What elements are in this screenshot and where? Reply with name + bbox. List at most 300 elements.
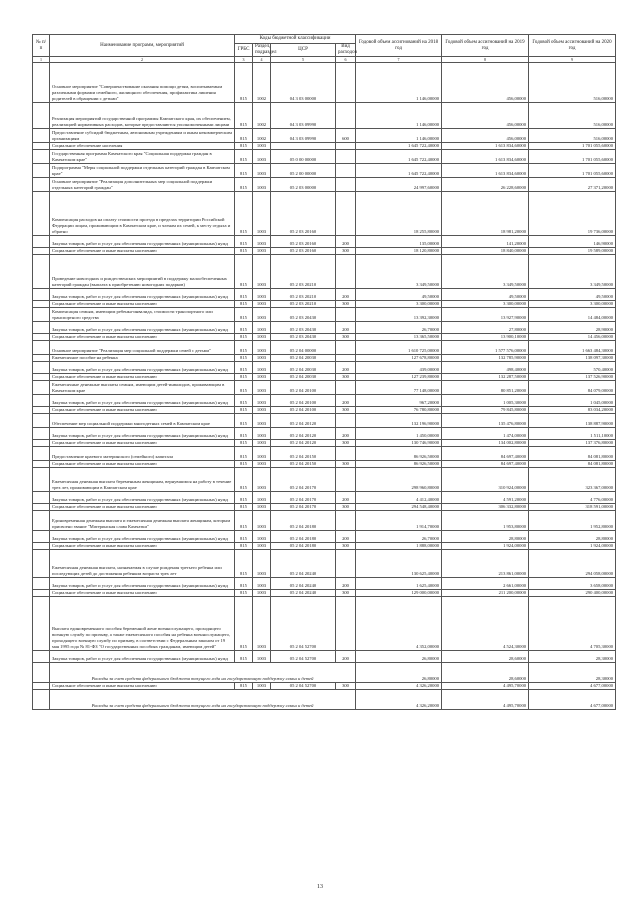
amount-2019-cell: 1 613 834,60000 — [442, 150, 529, 164]
amount-2020-cell: 516,00000 — [529, 129, 616, 143]
amount-2018-cell: 1 146,00000 — [356, 63, 442, 103]
item-name-cell: Проведение новогодних и рождественских мероприятий в поддержку малообеспеченных категорий граждан (выплата к приобретению новогодних подарков) — [50, 255, 235, 289]
item-name-cell: Основное мероприятие "Совершенствование оказания помощи детям, воспитываемым различными формами семейного, жилищного обеспечения, профилактика лишения родителей в обращении с детьми" — [50, 63, 235, 103]
amount-2019-cell: 4 495,70000 — [442, 683, 529, 690]
expense-type-cell: 300 — [336, 301, 356, 308]
amount-2018-cell: 86 926,50000 — [356, 447, 442, 461]
expense-type-cell — [336, 597, 356, 651]
row-number-cell — [33, 192, 50, 236]
amount-2019-cell: 135 476,80000 — [442, 414, 529, 428]
amount-2020-cell: 1 701 055,60000 — [529, 143, 616, 150]
expense-type-cell — [336, 164, 356, 178]
amount-2018-cell: 294 548,40000 — [356, 504, 442, 511]
header-y2019: Годовой объем ассигнований на 2019 год — [442, 35, 529, 57]
item-name-cell: Основное мероприятие "Реализация мер социальной поддержки семей с детьми" — [50, 341, 235, 355]
csr-cell: 05 2 04 20180 — [271, 543, 336, 550]
table-row — [33, 103, 616, 129]
row-number-cell — [33, 590, 50, 597]
grbs-cell: 815 — [235, 289, 253, 301]
amount-2018-cell: 1 146,00000 — [356, 103, 442, 129]
item-name-cell: Выплата единовременного пособия беременной жене военнослужащего, проходящего военную службу по призыву, а также ежемесячного пособия на ребенка военнослужащего, проходящего военную службу по призыву, в соответствии с Федеральным законом от 19 мая 1995 года № 81-ФЗ "О государственных пособиях гражданам, имеющим детей" — [50, 597, 235, 651]
grbs-cell: 815 — [235, 511, 253, 531]
grbs-cell: 815 — [235, 395, 253, 407]
row-number-cell — [33, 129, 50, 143]
table-row — [33, 590, 616, 597]
amount-2019-cell: 132 785,90000 — [442, 355, 529, 362]
table-row — [33, 690, 616, 710]
amount-2018-cell: 26,70000 — [356, 322, 442, 334]
item-name-cell: Компенсация расходов на оплату стоимости проезда в пределах территории Российской Федерации лицам, проживающим в Камчатском крае, и членам их семей, к месту отдыха и обратно — [50, 192, 235, 236]
amount-2020-cell: 3 658,00000 — [529, 578, 616, 590]
amount-2019-cell: 79 845,80000 — [442, 407, 529, 414]
amount-2020-cell: 1 701 055,60000 — [529, 164, 616, 178]
item-name-cell: Закупка товаров, работ и услуг для обеспечения государственных (муниципальных) нужд — [50, 362, 235, 374]
table-row — [33, 362, 616, 374]
amount-2020-cell: 14 484,00000 — [529, 308, 616, 322]
row-number-cell — [33, 492, 50, 504]
section-cell: 1003 — [253, 531, 271, 543]
table-row — [33, 355, 616, 362]
section-cell: 1003 — [253, 355, 271, 362]
csr-cell: 05 2 03 20210 — [271, 289, 336, 301]
grbs-cell: 815 — [235, 301, 253, 308]
amount-2019-cell: 2 661,00000 — [442, 578, 529, 590]
header-name: Наименование программ, мероприятий — [50, 35, 235, 57]
csr-cell: 05 2 04 20240 — [271, 550, 336, 578]
amount-2019-cell: 1 613 834,60000 — [442, 143, 529, 150]
csr-cell: 05 2 04 20030 — [271, 374, 336, 381]
amount-2018-cell: 1 914,70000 — [356, 511, 442, 531]
table-row — [33, 447, 616, 461]
amount-2019-cell: 4 524,30000 — [442, 597, 529, 651]
amount-2018-cell: 1 610 725,00000 — [356, 341, 442, 355]
table-row — [33, 531, 616, 543]
amount-2019-cell: 456,00000 — [442, 129, 529, 143]
amount-2020-cell: 84 081,80000 — [529, 461, 616, 468]
row-number-cell — [33, 381, 50, 395]
item-name-cell: Закупка товаров, работ и услуг для обеспечения государственных (муниципальных) нужд — [50, 531, 235, 543]
csr-cell: 05 2 04 20170 — [271, 492, 336, 504]
amount-2020-cell: 138 887,90000 — [529, 414, 616, 428]
table-row — [33, 381, 616, 395]
csr-cell: 05 2 04 20240 — [271, 590, 336, 597]
item-name-cell: Закупка товаров, работ и услуг для обеспечения государственных (муниципальных) нужд — [50, 289, 235, 301]
amount-2020-cell: 3 349,50000 — [529, 255, 616, 289]
table-row — [33, 248, 616, 255]
expense-type-cell — [336, 511, 356, 531]
grbs-cell: 815 — [235, 578, 253, 590]
section-cell: 1003 — [253, 461, 271, 468]
amount-2020-cell: 1 952,80000 — [529, 511, 616, 531]
column-index-cell: 6 — [336, 57, 356, 63]
expense-type-cell — [336, 414, 356, 428]
amount-2018-cell: 26,80000 — [356, 651, 442, 663]
table-row — [33, 683, 616, 690]
table-row — [33, 511, 616, 531]
amount-2018-cell: 3 300,00000 — [356, 301, 442, 308]
table-row — [33, 428, 616, 440]
amount-2018-cell: 86 926,50000 — [356, 461, 442, 468]
section-cell: 1002 — [253, 63, 271, 103]
amount-2020-cell: 28,80000 — [529, 531, 616, 543]
expense-type-cell — [336, 447, 356, 461]
csr-cell: 05 2 03 20160 — [271, 236, 336, 248]
row-number-cell — [33, 103, 50, 129]
grbs-cell: 815 — [235, 683, 253, 690]
section-cell: 1003 — [253, 492, 271, 504]
row-number-cell — [33, 362, 50, 374]
amount-2018-cell: 1 645 722,40000 — [356, 143, 442, 150]
expense-type-cell — [336, 308, 356, 322]
row-number-cell — [33, 461, 50, 468]
expense-type-cell — [336, 143, 356, 150]
item-name-cell: Ежемесячная денежная выплата беременным женщинам, вернувшимся на работу в течение трех лет, проживающим в Камчатском крае — [50, 468, 235, 492]
grbs-cell: 815 — [235, 550, 253, 578]
amount-2018-cell: 127 678,80000 — [356, 355, 442, 362]
expense-type-cell — [336, 178, 356, 192]
table-row — [33, 374, 616, 381]
amount-2019-cell: 498,40000 — [442, 362, 529, 374]
amount-2019-cell: 310 924,00000 — [442, 468, 529, 492]
grbs-cell: 815 — [235, 543, 253, 550]
amount-2020-cell: 49,50000 — [529, 289, 616, 301]
grbs-cell: 815 — [235, 428, 253, 440]
row-number-cell — [33, 143, 50, 150]
amount-2018-cell: 1 645 722,40000 — [356, 150, 442, 164]
amount-2019-cell: 1 953,80000 — [442, 511, 529, 531]
grbs-cell: 815 — [235, 143, 253, 150]
table-row — [33, 597, 616, 651]
csr-cell: 05 2 04 20180 — [271, 531, 336, 543]
amount-2020-cell: 4 677,00000 — [529, 690, 616, 710]
section-cell: 1003 — [253, 578, 271, 590]
row-number-cell — [33, 395, 50, 407]
expense-type-cell: 300 — [336, 440, 356, 447]
amount-2020-cell: 27 371,20000 — [529, 178, 616, 192]
column-index-cell: 2 — [50, 57, 235, 63]
row-number-cell — [33, 578, 50, 590]
table-row — [33, 578, 616, 590]
csr-cell: 05 2 03 20210 — [271, 301, 336, 308]
expense-type-cell — [336, 255, 356, 289]
expense-type-cell: 300 — [336, 683, 356, 690]
expense-type-cell — [336, 192, 356, 236]
row-number-cell — [33, 440, 50, 447]
amount-2020-cell: 570,40000 — [529, 362, 616, 374]
expense-type-cell: 300 — [336, 248, 356, 255]
section-cell: 1003 — [253, 150, 271, 164]
header-csr: ЦСР — [271, 44, 336, 57]
expense-type-cell: 200 — [336, 236, 356, 248]
section-cell: 1003 — [253, 504, 271, 511]
column-index-cell: 5 — [271, 57, 336, 63]
amount-2018-cell: 26,80000 — [356, 663, 442, 683]
expense-type-cell: 200 — [336, 492, 356, 504]
item-name-cell: Основное мероприятие "Реализация дополнительных мер социальной поддержки отдельных категорий граждан" — [50, 178, 235, 192]
amount-2020-cell: 138 097,30000 — [529, 355, 616, 362]
expense-type-cell: 200 — [336, 289, 356, 301]
grbs-cell: 815 — [235, 407, 253, 414]
row-number-cell — [33, 301, 50, 308]
amount-2020-cell: 28,90000 — [529, 322, 616, 334]
item-name-cell: Социальное обеспечение и иные выплаты населению — [50, 504, 235, 511]
amount-2018-cell: 26,70000 — [356, 531, 442, 543]
section-cell: 1003 — [253, 407, 271, 414]
item-name-cell: Закупка товаров, работ и услуг для обеспечения государственных (муниципальных) нужд — [50, 492, 235, 504]
amount-2018-cell: 298 960,80000 — [356, 468, 442, 492]
column-index-cell: 3 — [235, 57, 253, 63]
row-number-cell — [33, 690, 50, 710]
grbs-cell: 815 — [235, 103, 253, 129]
amount-2020-cell: 19 736,00000 — [529, 192, 616, 236]
row-number-cell — [33, 550, 50, 578]
grbs-cell: 815 — [235, 374, 253, 381]
amount-2018-cell: 1 625,40000 — [356, 578, 442, 590]
item-name-cell: Государственная программа Камчатского края "Социальная поддержка граждан в Камчатском крае" — [50, 150, 235, 164]
item-name-cell: Социальное обеспечение и иные выплаты населению — [50, 590, 235, 597]
row-number-cell — [33, 651, 50, 663]
row-number-cell — [33, 374, 50, 381]
amount-2019-cell: 18 981,20000 — [442, 192, 529, 236]
amount-2019-cell: 3 349,50000 — [442, 255, 529, 289]
expense-type-cell: 600 — [336, 129, 356, 143]
amount-2019-cell: 4 495,70000 — [442, 690, 529, 710]
item-name-cell: Социальное обеспечение и иные выплаты населению — [50, 407, 235, 414]
section-cell: 1003 — [253, 192, 271, 236]
amount-2018-cell: 1 450,00000 — [356, 428, 442, 440]
grbs-cell: 815 — [235, 461, 253, 468]
grbs-cell: 815 — [235, 447, 253, 461]
item-name-cell: Реализация мероприятий государственной программы Камчатского края, их обеспечением, реализацией нормативных расходов, которые предоставляются уполномоченными лицами — [50, 103, 235, 129]
item-name-cell: Ежемесячное пособие на ребенка — [50, 355, 235, 362]
section-cell: 1003 — [253, 178, 271, 192]
item-name-cell: Социальное обеспечение и иные выплаты населению — [50, 440, 235, 447]
table-row — [33, 543, 616, 550]
amount-2019-cell: 13 900,10000 — [442, 334, 529, 341]
row-number-cell — [33, 63, 50, 103]
grbs-cell: 815 — [235, 63, 253, 103]
item-name-cell: Предоставление краевого материнского (семейного) капитала — [50, 447, 235, 461]
amount-2018-cell: 4 412,40000 — [356, 492, 442, 504]
csr-cell: 05 2 03 20210 — [271, 255, 336, 289]
csr-cell: 05 2 04 20030 — [271, 355, 336, 362]
table-row — [33, 334, 616, 341]
table-row — [33, 255, 616, 289]
amount-2018-cell: 127 239,80000 — [356, 374, 442, 381]
amount-2019-cell: 1 474,00000 — [442, 428, 529, 440]
expense-type-cell: 200 — [336, 395, 356, 407]
table-row — [33, 395, 616, 407]
item-name-cell: Социальное обеспечение и иные выплаты населению — [50, 301, 235, 308]
amount-2020-cell: 294 058,00000 — [529, 550, 616, 578]
row-number-cell — [33, 150, 50, 164]
section-cell: 1003 — [253, 651, 271, 663]
csr-cell: 05 2 03 20160 — [271, 248, 336, 255]
section-cell: 1003 — [253, 440, 271, 447]
csr-cell: 05 2 04 20240 — [271, 578, 336, 590]
amount-2018-cell: 3 349,50000 — [356, 255, 442, 289]
item-name-cell: Социальное обеспечение населения — [50, 143, 235, 150]
table-row — [33, 651, 616, 663]
row-number-cell — [33, 334, 50, 341]
table-row — [33, 407, 616, 414]
header-y2018: Годовой объем ассигнований на 2018 год — [356, 35, 442, 57]
section-cell: 1003 — [253, 543, 271, 550]
row-number-cell — [33, 355, 50, 362]
row-number-cell — [33, 308, 50, 322]
amount-2019-cell: 27,80000 — [442, 322, 529, 334]
section-cell: 1003 — [253, 301, 271, 308]
header-num: № п/п — [33, 35, 50, 57]
amount-2020-cell: 137 376,80000 — [529, 440, 616, 447]
expense-type-cell: 200 — [336, 531, 356, 543]
csr-cell: 05 2 04 00000 — [271, 341, 336, 355]
amount-2018-cell: 13 392,30000 — [356, 308, 442, 322]
csr-cell: 05 2 03 00000 — [271, 178, 336, 192]
section-cell: 1003 — [253, 308, 271, 322]
budget-table — [32, 34, 616, 710]
table-row — [33, 178, 616, 192]
amount-2018-cell: 1 645 722,40000 — [356, 164, 442, 178]
header-grbs: ГРБС — [235, 44, 253, 57]
amount-2020-cell: 19 589,00000 — [529, 248, 616, 255]
table-row — [33, 308, 616, 322]
table-row — [33, 440, 616, 447]
row-number-cell — [33, 511, 50, 531]
amount-2018-cell: 439,00000 — [356, 362, 442, 374]
section-cell: 1003 — [253, 414, 271, 428]
amount-2018-cell: 1 146,00000 — [356, 129, 442, 143]
expense-type-cell — [336, 341, 356, 355]
amount-2018-cell: 18 120,80000 — [356, 248, 442, 255]
header-vr: Вид расходов — [336, 44, 356, 57]
expense-type-cell — [336, 550, 356, 578]
grbs-cell: 815 — [235, 192, 253, 236]
item-name-cell: Предоставление субсидий бюджетным, автономным учреждениям и иным некоммерческим организациям — [50, 129, 235, 143]
expense-type-cell — [336, 150, 356, 164]
table-row — [33, 164, 616, 178]
row-number-cell — [33, 407, 50, 414]
page-number: 13 — [317, 884, 323, 890]
amount-2018-cell: 129 000,00000 — [356, 590, 442, 597]
amount-2020-cell: 290 400,00000 — [529, 590, 616, 597]
csr-cell: 05 2 04 20100 — [271, 395, 336, 407]
row-number-cell — [33, 289, 50, 301]
grbs-cell: 815 — [235, 322, 253, 334]
expense-type-cell: 200 — [336, 578, 356, 590]
amount-2018-cell: 4 352,00000 — [356, 597, 442, 651]
grbs-cell: 815 — [235, 308, 253, 322]
grbs-cell: 815 — [235, 164, 253, 178]
amount-2019-cell: 1 577 576,00000 — [442, 341, 529, 355]
csr-cell — [271, 143, 336, 150]
amount-2020-cell: 83 034,20000 — [529, 407, 616, 414]
expense-type-cell: 200 — [336, 651, 356, 663]
item-name-cell: Единовременная денежная выплата и ежемесячная денежная выплата женщинам, которым присвоено звание "Материнская слава Камчатки" — [50, 511, 235, 531]
item-name-cell: Закупка товаров, работ и услуг для обеспечения государственных (муниципальных) нужд — [50, 651, 235, 663]
amount-2018-cell: 49,50000 — [356, 289, 442, 301]
amount-2019-cell: 26 228,60000 — [442, 178, 529, 192]
row-number-cell — [33, 255, 50, 289]
section-cell: 1003 — [253, 341, 271, 355]
expense-type-cell: 300 — [336, 334, 356, 341]
table-row — [33, 129, 616, 143]
amount-2020-cell: 146,90000 — [529, 236, 616, 248]
expense-type-cell — [336, 355, 356, 362]
item-name-cell: Социальное обеспечение и иные выплаты населению — [50, 248, 235, 255]
grbs-cell: 815 — [235, 255, 253, 289]
csr-cell: 05 2 04 20120 — [271, 414, 336, 428]
amount-2019-cell: 49,50000 — [442, 289, 529, 301]
table-row — [33, 192, 616, 236]
grbs-cell: 815 — [235, 129, 253, 143]
amount-2019-cell: 134 002,80000 — [442, 440, 529, 447]
expense-type-cell: 300 — [336, 504, 356, 511]
table-row — [33, 550, 616, 578]
expense-type-cell: 200 — [336, 362, 356, 374]
csr-cell: 05 2 04 20150 — [271, 461, 336, 468]
item-name-cell: Социальное обеспечение и иные выплаты населению — [50, 543, 235, 550]
expense-type-cell — [336, 63, 356, 103]
section-cell: 1003 — [253, 428, 271, 440]
csr-cell: 05 2 04 52700 — [271, 597, 336, 651]
expense-type-cell: 300 — [336, 374, 356, 381]
amount-2019-cell: 211 200,00000 — [442, 590, 529, 597]
csr-cell: 05 2 04 52700 — [271, 651, 336, 663]
amount-2018-cell: 132 196,90000 — [356, 414, 442, 428]
grbs-cell: 815 — [235, 414, 253, 428]
csr-cell: 05 2 00 00000 — [271, 164, 336, 178]
item-name-cell: Ежемесячные денежные выплаты семьям, имеющим детей-инвалидов, проживающим в Камчатском крае — [50, 381, 235, 395]
csr-cell: 05 2 04 20150 — [271, 447, 336, 461]
amount-2018-cell: 130 625,40000 — [356, 550, 442, 578]
section-cell: 1002 — [253, 103, 271, 129]
column-index-cell: 7 — [356, 57, 442, 63]
table-row — [33, 492, 616, 504]
grbs-cell: 815 — [235, 355, 253, 362]
amount-2018-cell: 4 326,20000 — [356, 683, 442, 690]
row-number-cell — [33, 341, 50, 355]
amount-2019-cell: 456,00000 — [442, 63, 529, 103]
csr-cell: 05 2 04 20170 — [271, 504, 336, 511]
expense-type-cell: 300 — [336, 407, 356, 414]
csr-cell: 05 2 04 20030 — [271, 362, 336, 374]
table-row — [33, 504, 616, 511]
table-row — [33, 414, 616, 428]
amount-2019-cell: 84 697,40000 — [442, 461, 529, 468]
expense-type-cell: 300 — [336, 543, 356, 550]
amount-2019-cell: 456,00000 — [442, 103, 529, 129]
item-name-cell: Закупка товаров, работ и услуг для обеспечения государственных (муниципальных) нужд — [50, 428, 235, 440]
amount-2020-cell: 1 701 055,60000 — [529, 150, 616, 164]
item-name-cell: Закупка товаров, работ и услуг для обеспечения государственных (муниципальных) нужд — [50, 236, 235, 248]
amount-2018-cell: 967,20000 — [356, 395, 442, 407]
row-number-cell — [33, 504, 50, 511]
grbs-cell: 815 — [235, 248, 253, 255]
table-row — [33, 150, 616, 164]
amount-2020-cell: 137 526,90000 — [529, 374, 616, 381]
column-index-cell: 4 — [253, 57, 271, 63]
amount-2020-cell: 516,00000 — [529, 103, 616, 129]
item-name-cell: Закупка товаров, работ и услуг для обеспечения государственных (муниципальных) нужд — [50, 395, 235, 407]
table-row — [33, 63, 616, 103]
table-row — [33, 236, 616, 248]
grbs-cell: 815 — [235, 381, 253, 395]
grbs-cell: 815 — [235, 468, 253, 492]
section-cell: 1003 — [253, 143, 271, 150]
item-name-cell: Закупка товаров, работ и услуг для обеспечения государственных (муниципальных) нужд — [50, 578, 235, 590]
section-cell: 1003 — [253, 334, 271, 341]
